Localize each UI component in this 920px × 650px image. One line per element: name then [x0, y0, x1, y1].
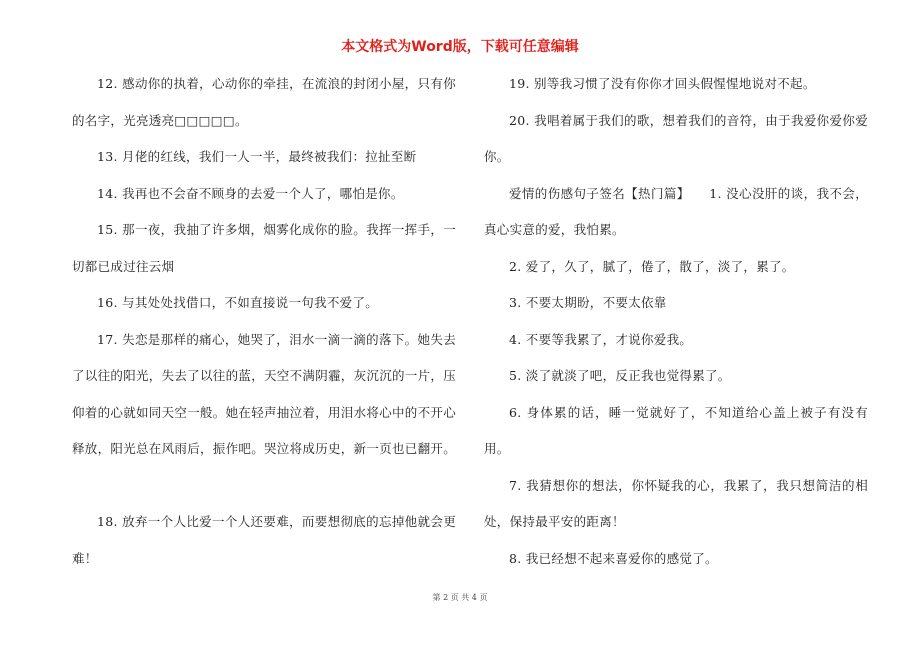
- paragraph: 2. 爱了，久了，腻了，倦了，散了，淡了，累了。: [509, 258, 795, 274]
- paragraph: 18. 放弃一个人比爱一个人还要难，而要想彻底的忘掉他就会更难！: [72, 514, 456, 566]
- page-number: 第 2 页 共 4 页: [432, 593, 488, 602]
- paragraph: 20. 我唱着属于我们的歌，想着我们的音符，由于我爱你爱你爱你。: [484, 112, 868, 164]
- paragraph: 6. 身体累的话，睡一觉就好了，不知道给心盖上被子有没有用。: [484, 404, 868, 456]
- paragraph: 17. 失恋是那样的痛心，她哭了，泪水一滴一滴的落下。她失去了以往的阳光，失去了以往的蓝，天空不满阴霾，灰沉沉的一片，压仰着的心就如同天空一般。她在轻声抽泣着，用泪水将心中的不开心释放，阳光总在风雨后，振作吧。哭泣将成历史，新一页也已翻开。: [72, 331, 457, 456]
- paragraph: 7. 我猜想你的想法，你怀疑我的心，我累了，我只想简洁的相处，保持最平安的距离！: [484, 477, 868, 529]
- paragraph: 15. 那一夜，我抽了许多烟，烟雾化成你的脸。我挥一挥手，一切都已成过往云烟: [72, 222, 456, 274]
- download-banner: 本文格式为Word版，下载可任意编辑: [341, 39, 579, 55]
- left-column: [72, 66, 456, 577]
- blank-line: [72, 468, 456, 505]
- paragraph: 19. 别等我习惯了没有你你才回头假惺惺地说对不起。: [509, 76, 816, 91]
- paragraph: 3. 不要太期盼，不要太依靠: [509, 295, 667, 310]
- paragraph: 16. 与其处处找借口，不如直接说一句我不爱了。: [97, 295, 379, 310]
- paragraph: 4. 不要等我累了，才说你爱我。: [509, 331, 693, 347]
- right-column: [484, 66, 868, 577]
- paragraph: 13. 月佬的红线，我们一人一半，最终被我们：拉扯至断: [97, 149, 417, 164]
- paragraph: 5. 淡了就淡了吧，反正我也觉得累了。: [509, 368, 731, 383]
- paragraph: 12. 感动你的执着，心动你的牵挂，在流浪的封闭小屋，只有你的名字，光亮透亮□□□□□。: [72, 76, 456, 128]
- paragraph: 8. 我已经想不起来喜爱你的感觉了。: [509, 550, 718, 566]
- paragraph: 14. 我再也不会奋不顾身的去爱一个人了，哪怕是你。: [97, 185, 404, 201]
- paragraph: 爱情的伤感句子签名【热门篇】 1. 没心没肝的谈，我不会，真心实意的爱，我怕累。: [484, 185, 868, 237]
